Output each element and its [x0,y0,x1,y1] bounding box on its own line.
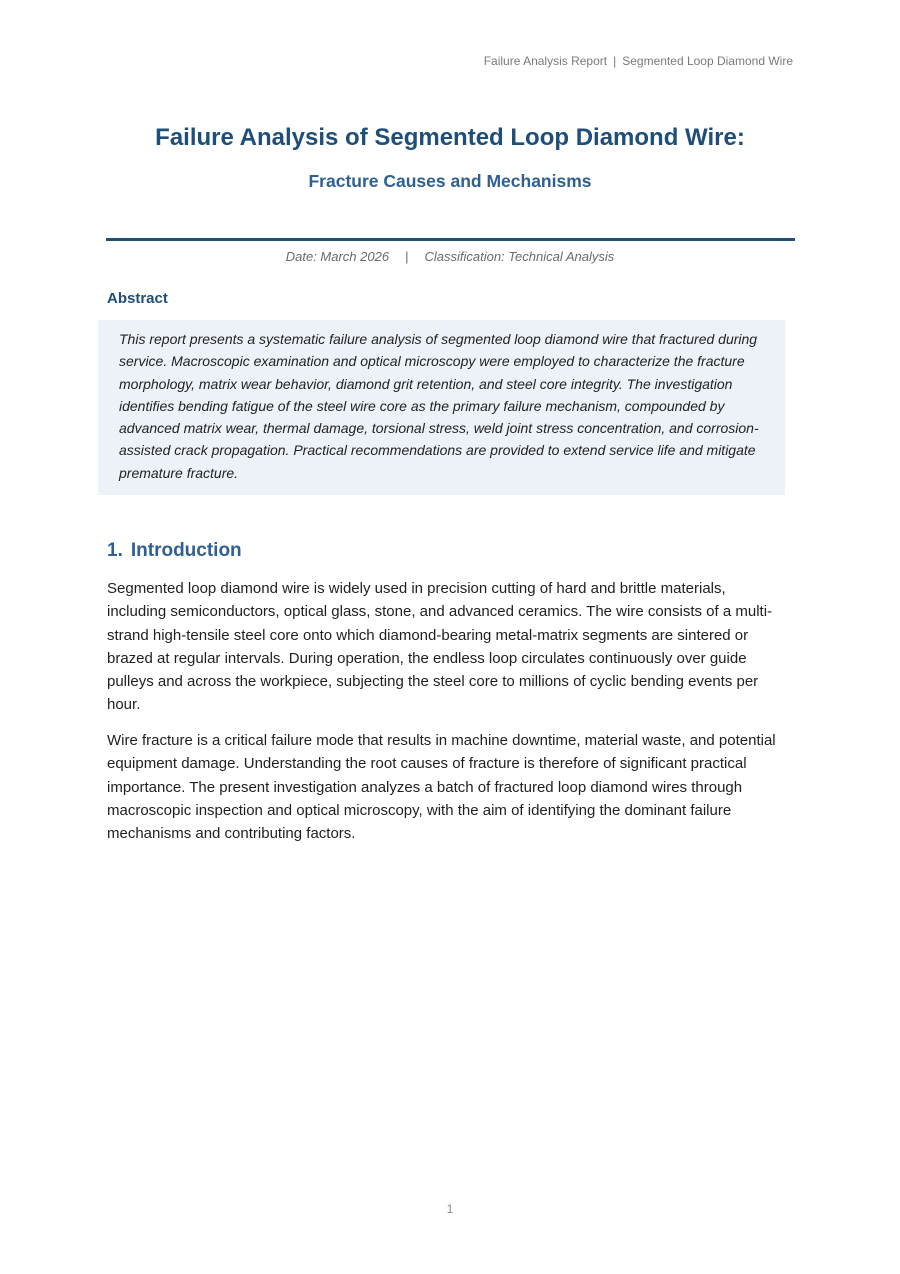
header-topic-label: Segmented Loop Diamond Wire [622,54,793,68]
title-divider [106,238,795,241]
abstract-heading: Abstract [107,290,168,307]
section-heading-introduction [107,540,242,562]
running-header [484,54,793,68]
page-number: 1 [446,1202,454,1216]
meta-classification: Classification: Technical Analysis [424,249,615,264]
document-meta [0,249,900,264]
section-title: Introduction [130,540,242,561]
document-title: Failure Analysis of Segmented Loop Diamond Wire: [155,124,745,151]
document-subtitle: Fracture Causes and Mechanisms [308,171,592,191]
meta-date: Date: March 2026 [285,249,390,264]
section-number: 1. [107,540,123,561]
introduction-paragraph-2: Wire fracture is a critical failure mode that results in machine downtime, material waste, and potential equipment damage. Understanding the root causes of fracture is therefore of significant practical importance. The present investigation analyzes a batch of fractured loop diamond wires through macroscopic inspection and optical microscopy, with the aim of identifying the dominant failure mechanisms and contributing factors. [107,732,776,843]
header-separator: | [613,54,617,68]
abstract-text: This report presents a systematic failure analysis of segmented loop diamond wire that fractured during service. Macroscopic examination and optical microscopy were employed to characterize the fracture morphology, matrix wear behavior, diamond grit retention, and steel core integrity. The investigation identifies bending fatigue of the steel wire core as the primary failure mechanism, compounded by advanced matrix wear, thermal damage, torsional stress, weld joint stress concentration, and corrosion-assisted crack propagation. Practical recommendations are provided to extend service life and mitigate premature fracture. [119,331,759,481]
header-report-label: Failure Analysis Report [483,54,608,68]
introduction-paragraph-1: Segmented loop diamond wire is widely used in precision cutting of hard and brittle materials, including semiconductors, optical glass, stone, and advanced ceramics. The wire consists of a multi-strand high-tensile steel core onto which diamond-bearing metal-matrix segments are sintered or brazed at regular intervals. During operation, the endless loop circulates continuously over guide pulleys and across the workpiece, subjecting the steel core to millions of cyclic bending events per hour. [107,580,773,714]
meta-separator: | [405,249,409,264]
abstract-box [98,320,785,495]
